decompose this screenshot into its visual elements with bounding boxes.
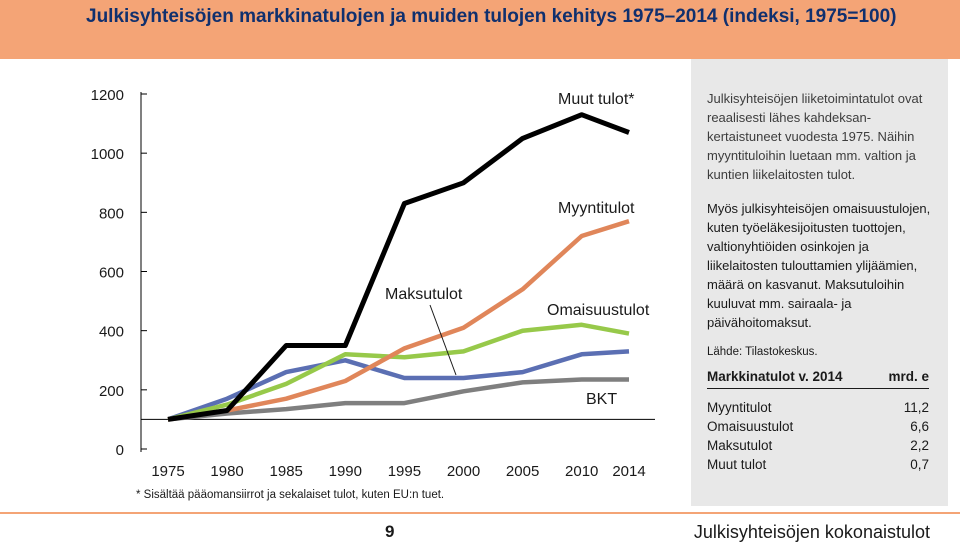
side-text-2: Myös julkisyhteisöjen omaisuustulojen, kuten työeläkesijoitusten tuottojen, valtionyhtiöiden osinkojen ja liikelaitosten tulouttamien ylijäämien, määrä on kasvanut. Maksutuloihin kuuluvat mm. sairaala- ja päivähoitomaksut. <box>707 201 931 330</box>
row-label: Muut tulot <box>707 457 767 472</box>
row-value: 0,7 <box>910 457 929 472</box>
series-lines <box>168 115 629 420</box>
y-tick-labels <box>91 87 124 459</box>
row-value: 6,6 <box>910 419 929 434</box>
header-bar <box>0 0 960 59</box>
label-muut-tulot: Muut tulot* <box>558 91 635 108</box>
table-row <box>707 455 929 474</box>
line-chart <box>0 59 690 549</box>
source-note: Lähde: Tilastokeskus. <box>707 346 818 358</box>
row-value: 2,2 <box>910 438 929 453</box>
table-row <box>707 417 929 436</box>
table-row <box>707 398 929 417</box>
series-line-myyntitulot <box>168 221 629 419</box>
y-tick-label: 400 <box>98 323 124 341</box>
row-label: Maksutulot <box>707 438 773 453</box>
footer-title: Julkisyhteisöjen kokonaistulot <box>693 522 930 542</box>
series-line-muuttulot <box>168 115 629 420</box>
y-tick-label: 1200 <box>90 87 124 104</box>
y-tick-label: 200 <box>98 382 124 400</box>
x-tick-label: 2000 <box>446 463 481 480</box>
x-tick-label: 1985 <box>269 463 303 480</box>
label-omaisuustulot: Omaisuustulot <box>547 302 650 319</box>
row-value: 11,2 <box>903 400 929 415</box>
label-myyntitulot: Myyntitulot <box>558 200 635 217</box>
table-row <box>707 436 929 455</box>
x-tick-labels <box>151 463 645 480</box>
x-tick-label: 2010 <box>565 463 599 480</box>
page-title: Julkisyhteisöjen markkinatulojen ja muiden tulojen kehitys 1975–2014 (indeksi, 1975=100) <box>86 6 897 27</box>
y-tick-label: 0 <box>115 442 124 459</box>
side-panel <box>691 59 948 506</box>
y-tick-label: 600 <box>98 264 124 282</box>
table-title: Markkinatulot v. 2014 <box>707 369 843 384</box>
y-tick-label: 800 <box>98 205 124 223</box>
label-bkt: BKT <box>586 391 618 408</box>
x-tick-label: 1980 <box>210 463 244 480</box>
row-label: Omaisuustulot <box>707 419 794 434</box>
label-maksutulot: Maksutulot <box>385 286 463 303</box>
y-ticks <box>141 94 147 449</box>
page-number: 9 <box>385 522 395 541</box>
market-income-table <box>707 369 929 474</box>
table-header <box>707 369 929 389</box>
side-text-1: Julkisyhteisöjen liiketoimintatulot ovat reaalisesti lähes kahdeksankertaistuneet vuodesta 1975. Näihin myyntituloihin luetaan mm. valtion ja kuntien liikelaitosten tulot. <box>707 91 923 182</box>
table-rows <box>707 398 929 474</box>
y-tick-label: 1000 <box>90 146 124 164</box>
x-tick-label: 2014 <box>612 463 646 480</box>
table-unit: mrd. e <box>888 369 929 384</box>
row-label: Myyntitulot <box>707 400 772 415</box>
x-tick-label: 2005 <box>505 463 540 480</box>
footer-divider <box>0 512 960 514</box>
x-tick-label: 1975 <box>151 463 185 480</box>
x-tick-label: 1995 <box>387 463 422 480</box>
x-tick-label: 1990 <box>328 463 362 480</box>
footnote: * Sisältää pääomansiirrot ja sekalaiset tulot, kuten EU:n tuet. <box>136 489 445 501</box>
